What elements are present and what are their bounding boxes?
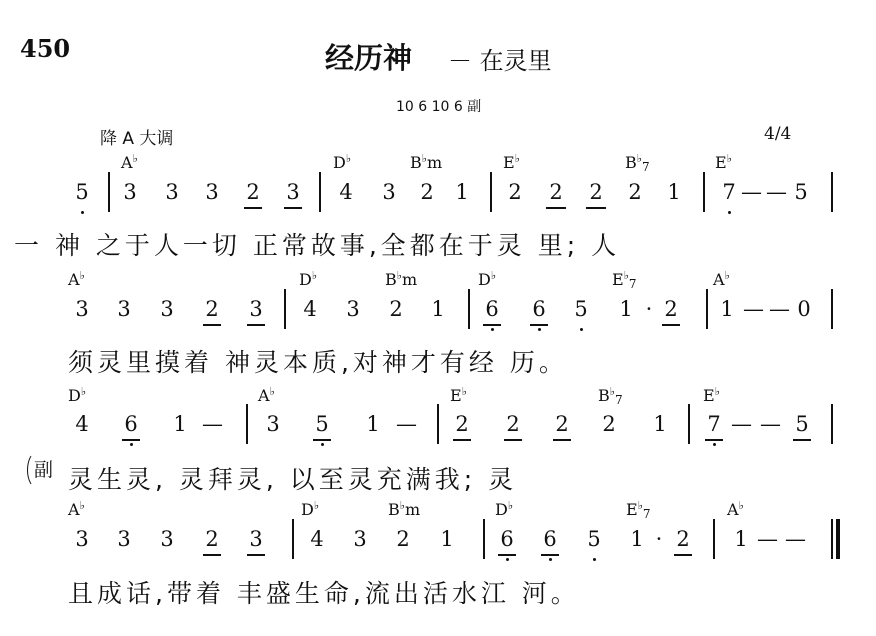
jianpu-note: 6 [485,297,499,321]
jianpu-note: 7 [707,412,721,436]
eighth-note-beam [203,554,221,556]
chord-symbol [598,385,623,407]
bar-line [688,404,690,444]
chord-root: D [301,500,314,519]
chord-root: B [388,500,400,519]
jianpu-note: 3 [117,527,131,551]
jianpu-note: 3 [346,297,360,321]
chord-quality: 7 [628,277,637,291]
chord-accidental: ♭ [623,269,629,282]
jianpu-note: 6 [500,527,514,551]
jianpu-note: — [760,412,781,436]
jianpu-note: 2 [455,412,469,436]
octave-dot-below [713,443,716,446]
eighth-note-beam [498,554,516,556]
final-bar-thin [831,519,833,559]
eighth-note-beam [546,207,566,209]
jianpu-note: 1 [366,412,380,436]
chord-quality: m [401,270,418,289]
eighth-note-beam [674,554,692,556]
eighth-note-beam [530,324,548,326]
chord-accidental: ♭ [726,152,732,165]
chord-accidental: ♭ [313,499,320,512]
eighth-note-beam [705,439,723,441]
eighth-note-beam [284,207,302,209]
jianpu-note: 3 [205,180,219,204]
chord-symbol [626,499,651,521]
chord-root: A [727,500,739,519]
jianpu-note: 1 [431,297,445,321]
jianpu-note: 5 [75,180,89,204]
chord-accidental: ♭ [79,269,85,282]
chord-accidental: ♭ [714,385,720,398]
jianpu-note: 2 [508,180,522,204]
bar-line [468,289,470,329]
chord-root: E [503,153,515,172]
chord-root: D [478,270,491,289]
hymn-subtitle: － 在灵里 [448,47,552,75]
jianpu-note: 2 [602,412,616,436]
jianpu-note: 2 [420,180,434,204]
chord-quality: 7 [642,507,651,521]
chord-root: D [333,153,346,172]
lyric-line: 灵生灵, 灵拜灵, 以至灵充满我; 灵 [68,465,518,494]
jianpu-note: 3 [286,180,300,204]
eighth-note-beam [483,324,501,326]
jianpu-note: 2 [246,180,260,204]
chord-root: E [703,386,715,405]
chord-root: D [495,500,508,519]
jianpu-note: 2 [555,412,569,436]
octave-dot-below [538,328,541,331]
chord-symbol [68,269,85,289]
bar-line [831,289,833,329]
bar-line [831,404,833,444]
chord-accidental: ♭ [132,152,138,165]
chord-accidental: ♭ [311,269,318,282]
octave-dot-below [321,443,324,446]
key-signature: 降 A 大调 [100,129,174,149]
jianpu-note: 3 [353,527,367,551]
bar-line [706,289,708,329]
chord-root: E [715,153,727,172]
jianpu-note: 3 [160,527,174,551]
chord-quality: m [426,153,443,172]
chord-symbol [625,152,650,174]
jianpu-note: 6 [543,527,557,551]
jianpu-note: 3 [249,297,263,321]
jianpu-note: — [396,412,417,436]
jianpu-note: 2 [396,527,410,551]
chord-symbol [299,269,317,289]
chord-accidental: ♭ [490,269,497,282]
eighth-note-beam [313,439,331,441]
jianpu-note: — [202,412,223,436]
jianpu-note: 1 [667,180,681,204]
bar-line [319,172,321,212]
jianpu-note: 3 [75,297,89,321]
jianpu-note: 3 [160,297,174,321]
chord-symbol [715,152,732,172]
chord-accidental: ♭ [461,385,467,398]
chord-accidental: ♭ [514,152,520,165]
bar-line [713,519,715,559]
jianpu-note: 3 [382,180,396,204]
chord-accidental: ♭ [507,499,514,512]
octave-dot-below [549,558,552,561]
meter-label: 10 6 10 6 副 [396,99,482,115]
jianpu-note: 4 [310,527,324,551]
chord-symbol [301,499,319,519]
chord-root: A [121,153,133,172]
bar-line [108,172,110,212]
eighth-note-beam [793,439,811,441]
eighth-note-beam [244,207,262,209]
chord-root: D [68,386,81,405]
chord-symbol [68,385,86,405]
chord-symbol [495,499,513,519]
jianpu-note: 4 [303,297,317,321]
jianpu-note: 3 [266,412,280,436]
chord-root: B [598,386,610,405]
bar-line [703,172,705,212]
chord-root: A [713,270,725,289]
bar-line [292,519,294,559]
jianpu-note: 1 [653,412,667,436]
jianpu-note: 2 [664,297,678,321]
hymn-number: 450 [20,34,71,63]
chord-root: B [385,270,397,289]
bar-line [437,404,439,444]
bar-line [490,172,492,212]
chord-symbol [478,269,496,289]
jianpu-note: 6 [532,297,546,321]
bar-line [831,172,833,212]
chord-accidental: ♭ [724,269,730,282]
jianpu-note: 2 [389,297,403,321]
eighth-note-beam [247,324,265,326]
chord-root: D [299,270,312,289]
chord-accidental: ♭ [399,499,405,512]
eighth-note-beam [247,554,265,556]
chord-accidental: ♭ [80,385,87,398]
jianpu-note: 7 [722,180,736,204]
lyric-line: 且成话,带着 丰盛生命,流出活水江 河。 [68,579,580,608]
chord-symbol [703,385,720,405]
jianpu-note: 4 [339,180,353,204]
chorus-marker: 副 [34,459,54,481]
lyric-line: 须灵里摸着 神灵本质,对神才有经 历。 [68,348,568,377]
jianpu-note: 1 [440,527,454,551]
chord-root: B [625,153,637,172]
chord-symbol [713,269,730,289]
octave-dot-below [506,558,509,561]
chord-symbol [503,152,520,172]
chord-symbol [388,499,420,519]
chord-accidental: ♭ [269,385,275,398]
chord-symbol [727,499,744,519]
jianpu-note: 1 [455,180,469,204]
eighth-note-beam [586,207,606,209]
chord-symbol [333,152,351,172]
octave-dot-below [491,328,494,331]
jianpu-note: 2 [628,180,642,204]
jianpu-note: 3 [75,527,89,551]
chord-root: E [612,270,624,289]
octave-dot-below [580,328,583,331]
jianpu-note: 3 [249,527,263,551]
bar-line [284,289,286,329]
jianpu-note: 2 [549,180,563,204]
jianpu-note: 5 [795,412,809,436]
jianpu-note: 1 [619,297,633,321]
jianpu-note: · [645,297,653,321]
eighth-note-beam [203,324,221,326]
jianpu-note: 5 [315,412,329,436]
octave-dot-below [593,558,596,561]
jianpu-note: 2 [506,412,520,436]
eighth-note-beam [553,439,571,441]
chord-accidental: ♭ [738,499,744,512]
chord-symbol [612,269,637,291]
chord-root: E [626,500,638,519]
jianpu-note: 3 [165,180,179,204]
eighth-note-beam [504,439,522,441]
jianpu-note: — [769,297,790,321]
jianpu-note: 1 [720,297,734,321]
bar-line [483,519,485,559]
jianpu-note: — [785,527,806,551]
jianpu-note: — [741,180,762,204]
chord-root: A [68,500,80,519]
chord-quality: 7 [614,393,623,407]
jianpu-note: 2 [205,527,219,551]
chord-quality: m [404,500,421,519]
jianpu-note: 4 [75,412,89,436]
chord-accidental: ♭ [79,499,85,512]
jianpu-note: · [655,527,663,551]
chord-root: B [410,153,422,172]
jianpu-note: 1 [630,527,644,551]
chord-symbol [385,269,417,289]
final-bar-thick [836,519,840,559]
chord-symbol [121,152,138,172]
jianpu-note: 3 [123,180,137,204]
chord-accidental: ♭ [609,385,615,398]
jianpu-note: 2 [205,297,219,321]
chord-accidental: ♭ [421,152,427,165]
jianpu-note: 5 [794,180,808,204]
chord-quality: 7 [641,160,650,174]
chord-symbol [258,385,275,405]
lyric-line: 一 神 之于人一切 正常故事,全都在于灵 里; 人 [14,231,621,260]
jianpu-note: 5 [574,297,588,321]
chord-accidental: ♭ [636,152,642,165]
time-signature: 4/4 [764,124,792,144]
jianpu-note: 2 [676,527,690,551]
chord-accidental: ♭ [396,269,402,282]
eighth-note-beam [541,554,559,556]
eighth-note-beam [662,324,680,326]
octave-dot-below [81,211,84,214]
chord-symbol [450,385,467,405]
jianpu-note: 2 [589,180,603,204]
chord-symbol [68,499,85,519]
chord-root: E [450,386,462,405]
chord-accidental: ♭ [637,499,643,512]
jianpu-note: 1 [734,527,748,551]
jianpu-note: — [757,527,778,551]
jianpu-note: 0 [797,297,811,321]
jianpu-note: — [731,412,752,436]
jianpu-note: — [766,180,787,204]
chord-symbol [410,152,442,172]
octave-dot-below [130,443,133,446]
jianpu-note: — [743,297,764,321]
eighth-note-beam [453,439,471,441]
jianpu-note: 1 [173,412,187,436]
chord-root: A [68,270,80,289]
jianpu-note: 3 [117,297,131,321]
jianpu-note: 6 [124,412,138,436]
bar-line [246,404,248,444]
hymn-title: 经历神 [325,41,413,75]
chord-accidental: ♭ [345,152,352,165]
chord-root: A [258,386,270,405]
octave-dot-below [728,211,731,214]
eighth-note-beam [122,439,140,441]
jianpu-note: 5 [587,527,601,551]
